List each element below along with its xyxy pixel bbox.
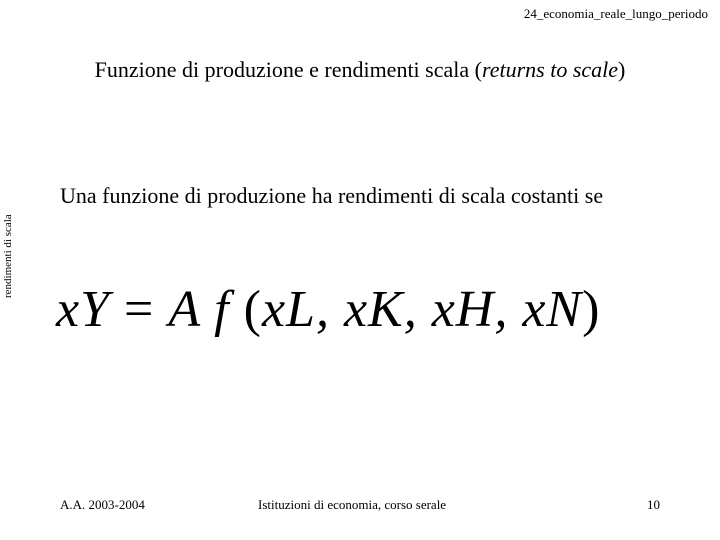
footer-course: Istituzioni di economia, corso serale (258, 497, 447, 512)
footer-year: A.A. 2003-2004 (60, 497, 145, 512)
title-main: Funzione di produzione e rendimenti scala ( (94, 57, 482, 82)
formula-open-paren: ( (243, 281, 262, 338)
side-label: rendimenti di scala (2, 214, 14, 298)
file-name-header: 24_economia_reale_lungo_periodo (523, 6, 708, 21)
title-tail: ) (618, 57, 626, 82)
formula-close-paren: ) (582, 281, 601, 338)
title-italic: returns to scale (481, 57, 619, 82)
formula-equals: = (110, 281, 169, 338)
slide-title (0, 56, 720, 84)
formula (56, 278, 600, 342)
body-text: Una funzione di produzione ha rendimenti di scala costanti se (60, 183, 604, 208)
formula-lhs: xY (56, 281, 110, 338)
formula-arguments: xL, xK, xH, xN (261, 281, 583, 338)
formula-function: A f (168, 281, 244, 338)
page-number: 10 (647, 497, 660, 512)
